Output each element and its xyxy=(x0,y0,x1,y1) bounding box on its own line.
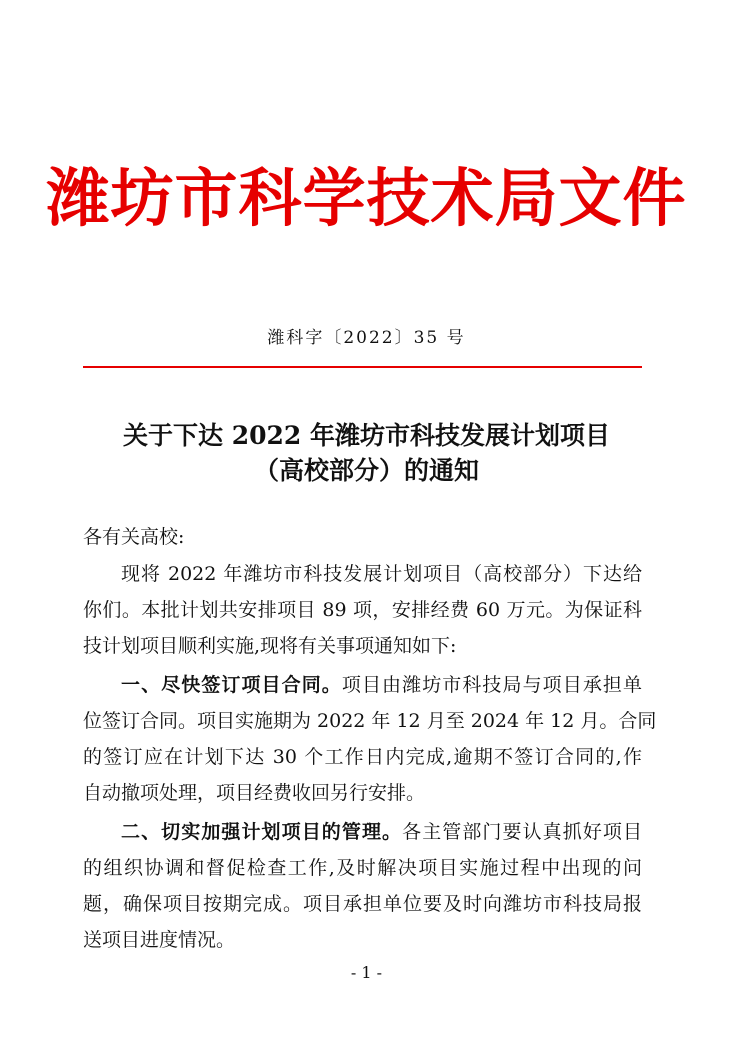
intro-line-2: 你们。本批计划共安排项目 89 项，安排经费 60 万元。为保证科 xyxy=(83,599,642,621)
red-divider xyxy=(83,366,642,368)
item1-text: 项目由潍坊市科技局与项目承担单 xyxy=(341,674,642,696)
item2-text: 各主管部门要认真抓好项目 xyxy=(402,821,642,843)
item1-line-3: 的签订应在计划下达 30 个工作日内完成,逾期不签订合同的,作 xyxy=(83,746,642,768)
item1-line-1 xyxy=(121,671,642,699)
item2-line-4: 送项目进度情况。 xyxy=(83,929,236,951)
intro-line-1: 现将 2022 年潍坊市科技发展计划项目（高校部分）下达给 xyxy=(121,563,642,585)
notice-title-line-2: （高校部分）的通知 xyxy=(253,456,479,485)
intro-line-3: 技计划项目顺利实施,现将有关事项通知如下: xyxy=(83,635,457,657)
item1-line-2: 位签订合同。项目实施期为 2022 年 12 月至 2024 年 12 月。合同 xyxy=(83,710,657,732)
page-number: - 1 - xyxy=(350,963,383,982)
item2-line-1 xyxy=(121,818,642,846)
item1-heading: 一、尽快签订项目合同。 xyxy=(121,674,342,696)
item2-line-3: 题，确保项目按期完成。项目承担单位要及时向潍坊市科技局报 xyxy=(83,893,642,915)
salutation: 各有关高校: xyxy=(83,526,185,548)
item2-line-2: 的组织协调和督促检查工作,及时解决项目实施过程中出现的问 xyxy=(83,857,642,879)
item2-heading: 二、切实加强计划项目的管理。 xyxy=(121,821,403,843)
notice-title-line-1: 关于下达 2022 年潍坊市科技发展计划项目 xyxy=(123,421,610,450)
issuer-header: 潍坊市科学技术局文件 xyxy=(46,161,687,235)
item1-line-4: 自动撤项处理，项目经费收回另行安排。 xyxy=(83,782,426,804)
document-number: 潍科字〔2022〕35 号 xyxy=(267,328,466,348)
